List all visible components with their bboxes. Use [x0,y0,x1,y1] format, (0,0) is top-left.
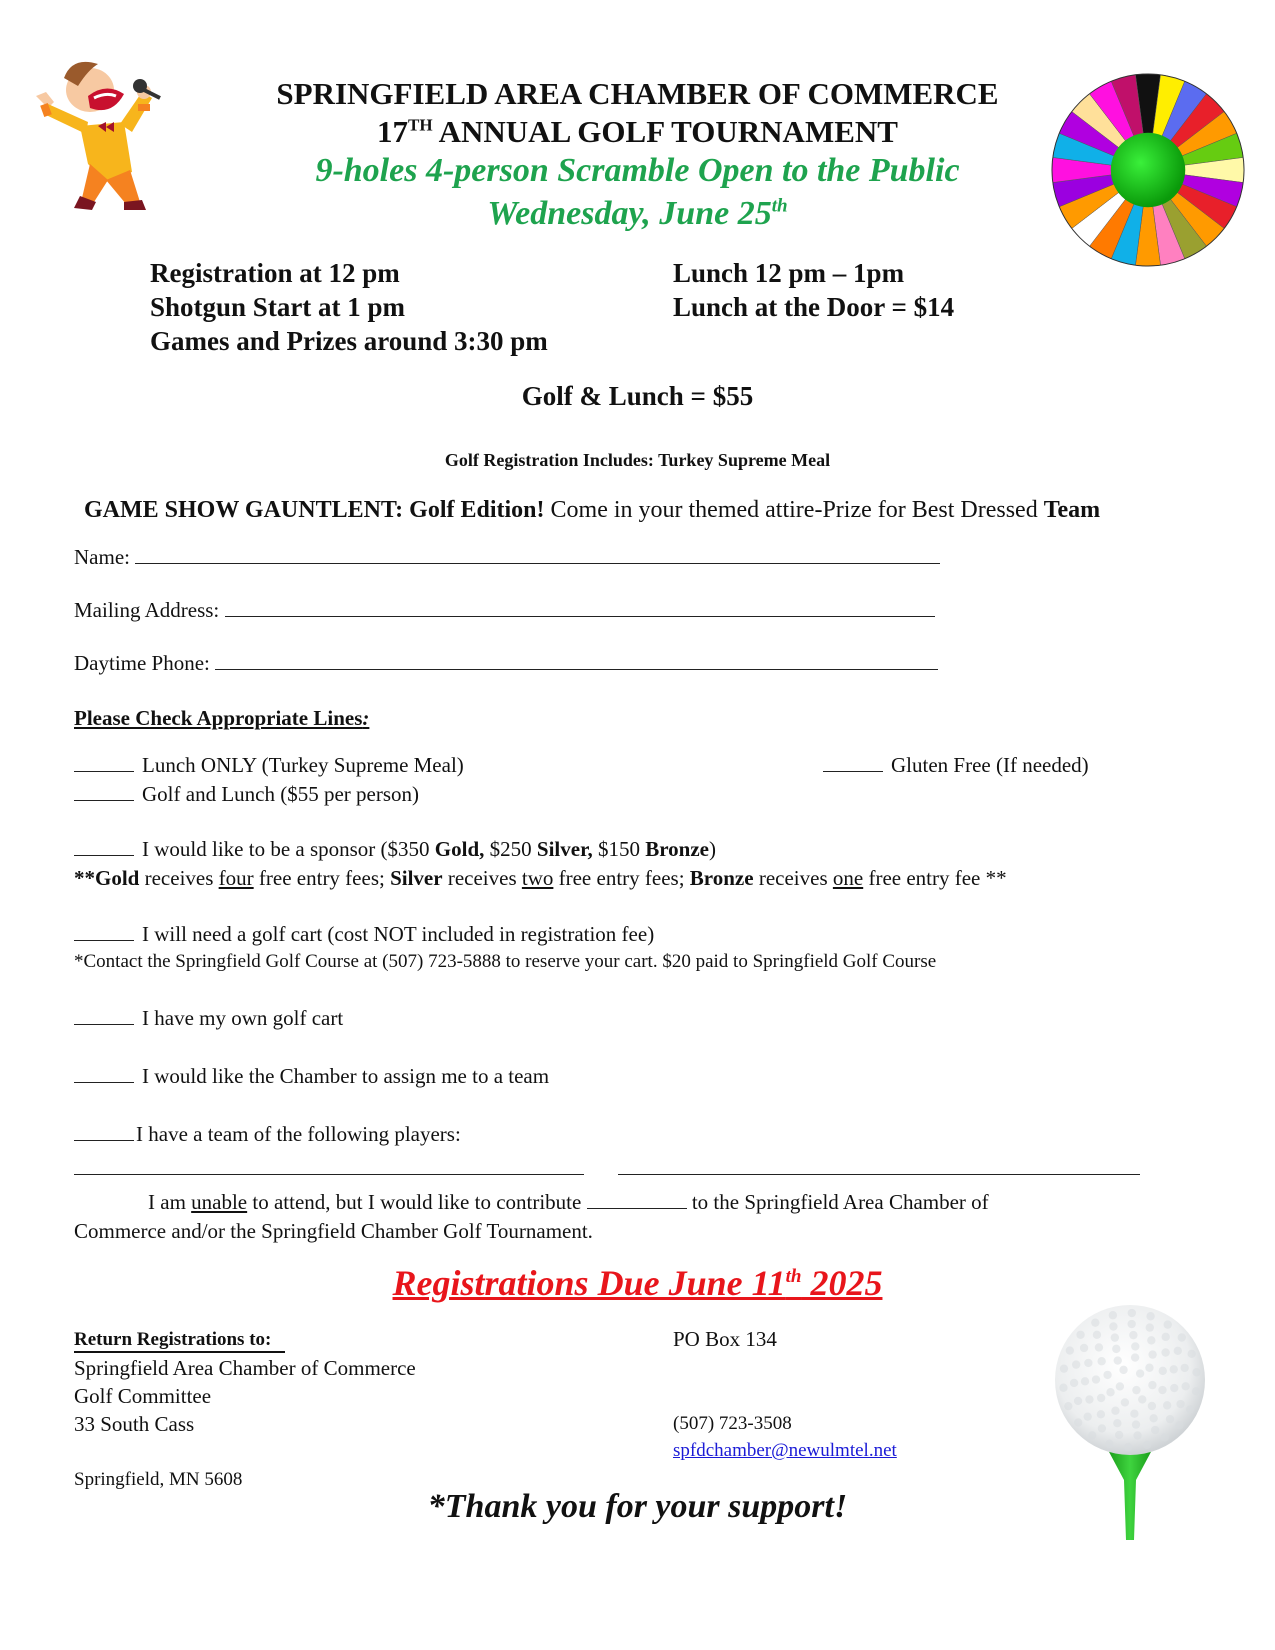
assign-team-label: I would like the Chamber to assign me to a team [142,1064,550,1088]
golf-ball-dimple [1166,1415,1174,1423]
golf-ball-dimple [1072,1360,1080,1368]
deadline-year: 2025 [801,1263,883,1303]
name-field-row [74,545,940,570]
golf-ball-dimple [1059,1384,1067,1392]
golf-ball-dimple [1192,1387,1200,1395]
golf-ball-dimple [1111,1407,1119,1415]
tiers-two: two [521,866,554,890]
tiers-text: receives [753,866,833,890]
event-format: 9-holes 4-person Scramble Open to the Public [315,152,960,189]
prize-wheel-illustration [1050,72,1246,268]
golf-ball-dimple [1133,1431,1141,1439]
contact-phone: (507) 723-3508 [673,1413,792,1434]
golf-ball-dimple [1175,1421,1183,1429]
golf-ball-dimple [1105,1440,1113,1448]
sponsor-bronze: Bronze [645,837,709,861]
golf-ball-dimple [1162,1333,1170,1341]
golf-ball-dimple [1074,1418,1082,1426]
phone-input-line[interactable] [215,651,938,670]
gauntlet-team: Team [1043,497,1101,523]
golf-ball-dimple [1116,1382,1124,1390]
golf-ball-dimple [1161,1348,1169,1356]
gluten-free-label: Gluten Free (If needed) [891,753,1089,777]
team-player-line-1[interactable] [74,1156,584,1175]
golf-ball-dimple [1076,1331,1084,1339]
return-committee: Golf Committee [74,1384,212,1408]
golf-ball-dimple [1066,1346,1074,1354]
checklist-heading-colon: : [362,706,370,730]
golf-ball-dimple [1070,1379,1078,1387]
have-team-label: I have a team of the following players: [136,1122,461,1146]
need-cart-label: I will need a golf cart (cost NOT included in registration fee) [142,922,655,946]
golf-ball-dimple [1132,1420,1140,1428]
tiers-gold: Gold [95,866,140,890]
golf-ball-dimple [1115,1431,1123,1439]
name-input-line[interactable] [135,545,940,564]
golf-lunch-price: Golf & Lunch = $55 [521,381,754,411]
deadline-ordinal: th [785,1266,802,1287]
sponsor-text: I would like to be a sponsor ($350 [142,837,435,861]
golf-ball-dimple [1149,1414,1157,1422]
option-sponsor [74,837,716,862]
golf-ball-dimple [1145,1364,1153,1372]
golf-ball-dimple [1163,1401,1171,1409]
lunch-only-check-line[interactable] [74,753,134,772]
return-address [74,1354,416,1438]
golf-ball-dimple [1164,1320,1172,1328]
tiers-stars: ** [74,866,95,890]
wheel-hub [1111,133,1185,207]
need-cart-check-line[interactable] [74,922,134,941]
game-show-gauntlet [84,497,1100,524]
golf-ball-dimple [1146,1312,1154,1320]
return-street: 33 South Cass [74,1412,195,1436]
own-cart-label: I have my own golf cart [142,1006,344,1030]
lunch-only-label: Lunch ONLY (Turkey Supreme Meal) [142,753,464,777]
golf-ball-dimple [1143,1441,1151,1449]
schedule-registration: Registration at 12 pm [150,258,400,288]
golf-ball-dimple [1127,1320,1135,1328]
golf-ball-dimple [1060,1364,1068,1372]
golf-ball-dimple [1178,1333,1186,1341]
address-input-line[interactable] [225,598,935,617]
event-date-ordinal: th [771,195,788,217]
deadline-main: Registrations Due June 11 [392,1263,786,1303]
golf-lunch-check-line[interactable] [74,782,134,801]
golf-ball-dimple [1103,1371,1111,1379]
golf-ball-dimple [1119,1366,1127,1374]
option-assign-team [74,1064,549,1089]
tiers-text: receives [442,866,522,890]
golf-ball-dimple [1158,1386,1166,1394]
sponsor-silver: Silver, [536,837,593,861]
phone-label: Daytime Phone: [74,651,210,675]
golf-ball-dimple [1097,1410,1105,1418]
schedule-lunch: Lunch 12 pm – 1pm [673,258,905,288]
gauntlet-title: GAME SHOW GAUNTLENT: [84,497,404,523]
golf-ball-dimple [1095,1343,1103,1351]
golf-ball-dimple [1128,1309,1136,1317]
phone-field-row [74,651,938,676]
golf-ball-dimple [1074,1397,1082,1405]
team-player-line-2[interactable] [618,1156,1140,1175]
golf-ball-illustration [1050,1305,1210,1540]
schedule-lunch-door: Lunch at the Door = $14 [673,292,955,322]
golf-ball-dimple [1181,1382,1189,1390]
gluten-free-check-line[interactable] [823,753,883,772]
golf-ball-dimple [1174,1347,1182,1355]
assign-team-check-line[interactable] [74,1064,134,1083]
option-own-cart [74,1006,343,1031]
contribute-post: to the Springfield Area Chamber of [686,1190,989,1214]
contact-email-link[interactable]: spfdchamber@newulmtel.net [673,1440,897,1461]
sponsor-check-line[interactable] [74,837,134,856]
event-ordinal: TH [408,115,433,135]
tiers-text: free entry fee ** [863,866,1007,890]
golf-ball-dimple [1114,1356,1122,1364]
golf-ball-dimple [1129,1331,1137,1339]
golf-ball-dimple [1097,1394,1105,1402]
org-title: SPRINGFIELD AREA CHAMBER OF COMMERCE [276,76,999,111]
checklist-heading [74,706,369,731]
golf-ball-dimple [1091,1318,1099,1326]
golf-ball-dimple [1093,1331,1101,1339]
schedule-left [150,256,548,358]
schedule-right [673,256,954,324]
tiers-silver: Silver [390,866,443,890]
golf-ball-dimple [1138,1395,1146,1403]
option-have-team [74,1122,461,1147]
contribute-pre: I am [148,1190,192,1214]
golf-ball-dimple [1106,1388,1114,1396]
event-number: 17 [377,114,409,149]
sponsor-gold: Gold, [434,837,485,861]
golf-ball-dimple [1192,1368,1200,1376]
golf-ball-dimple [1124,1443,1132,1451]
sponsor-silver-price: $250 [484,837,537,861]
address-label: Mailing Address: [74,598,220,622]
have-team-check-line[interactable] [74,1122,134,1141]
contribute-unable: unable [191,1190,248,1214]
thank-you-message: *Thank you for your support! [427,1488,848,1525]
tiers-text: receives [139,866,219,890]
golf-ball-dimple [1085,1395,1093,1403]
golf-ball-dimple [1131,1353,1139,1361]
golf-ball-dimple [1081,1377,1089,1385]
contribute-mid: to attend, but I would like to contribute [247,1190,587,1214]
contribute-line-1 [148,1190,989,1215]
golf-ball-dimple [1148,1381,1156,1389]
tiers-text: free entry fees; [553,866,690,890]
checklist-heading-text: Please Check Appropriate Lines [74,706,363,730]
option-golf-lunch [74,782,419,807]
tiers-one: one [832,866,864,890]
golf-ball-dimple [1088,1431,1096,1439]
golf-ball-dimple [1064,1402,1072,1410]
cart-note: *Contact the Springfield Golf Course at (507) 723-5888 to reserve your cart. $20 paid to Springfield Golf Course [74,951,937,972]
golf-ball-dimple [1186,1405,1194,1413]
name-label: Name: [74,545,130,569]
golf-ball-dimple [1187,1350,1195,1358]
golf-ball-dimple [1151,1426,1159,1434]
registration-includes: Golf Registration Includes: Turkey Supreme Meal [444,450,831,470]
po-box: PO Box 134 [673,1327,777,1351]
golf-ball-dimple [1080,1344,1088,1352]
golf-ball-dimple [1113,1419,1121,1427]
golf-ball-dimple [1146,1323,1154,1331]
tiers-bronze: Bronze [689,866,754,890]
sponsor-bronze-price: $150 [592,837,646,861]
option-need-cart [74,922,654,947]
registration-deadline [0,1262,1275,1304]
golf-lunch-label: Golf and Lunch ($55 per person) [142,782,419,806]
option-lunch-only [74,753,464,778]
golf-ball-dimple [1148,1350,1156,1358]
schedule-shotgun: Shotgun Start at 1 pm [150,292,406,322]
golf-ball-dimple [1083,1412,1091,1420]
golf-ball-dimple [1111,1333,1119,1341]
golf-ball-dimple [1147,1336,1155,1344]
contribute-line-2: Commerce and/or the Springfield Chamber Golf Tournament. [74,1219,593,1243]
golf-ball-dimple [1159,1367,1167,1375]
event-date-main: Wednesday, June 25 [487,195,772,232]
own-cart-check-line[interactable] [74,1006,134,1025]
golf-ball-dimple [1121,1398,1129,1406]
golf-ball-dimple [1109,1322,1117,1330]
sponsor-tiers-note [74,866,1007,891]
golf-ball-dimple [1130,1410,1138,1418]
tiers-four: four [218,866,254,890]
golf-ball-dimple [1112,1345,1120,1353]
golf-ball-dimple [1092,1375,1100,1383]
golf-tee [1108,1450,1152,1540]
golf-ball-dimple [1170,1365,1178,1373]
golf-ball-dimple [1136,1369,1144,1377]
event-name: ANNUAL GOLF TOURNAMENT [432,114,898,149]
gauntlet-edition: Golf Edition! [409,497,545,523]
gauntlet-text: Come in your themed attire-Prize for Best Dressed [544,497,1044,523]
golf-ball-dimple [1131,1342,1139,1350]
option-gluten-free [823,753,1089,778]
return-city: Springfield, MN 5608 [74,1469,243,1490]
golf-ball-dimple [1098,1424,1106,1432]
contribution-amount-line[interactable] [587,1190,687,1209]
return-org: Springfield Area Chamber of Commerce [74,1356,416,1380]
sponsor-close: ) [709,837,716,861]
golf-ball-dimple [1170,1384,1178,1392]
tiers-text: free entry fees; [253,866,391,890]
golf-ball-dimple [1109,1311,1117,1319]
golf-ball-dimple [1084,1359,1092,1367]
golf-ball-dimple [1148,1402,1156,1410]
golf-ball-dimple [1160,1433,1168,1441]
return-heading: Return Registrations to: [74,1329,285,1353]
address-field-row [74,598,935,623]
schedule-games: Games and Prizes around 3:30 pm [150,326,548,356]
golf-ball-dimple [1176,1400,1184,1408]
golf-ball-dimple [1132,1386,1140,1394]
golf-ball-dimple [1180,1364,1188,1372]
golf-ball-dimple [1097,1357,1105,1365]
